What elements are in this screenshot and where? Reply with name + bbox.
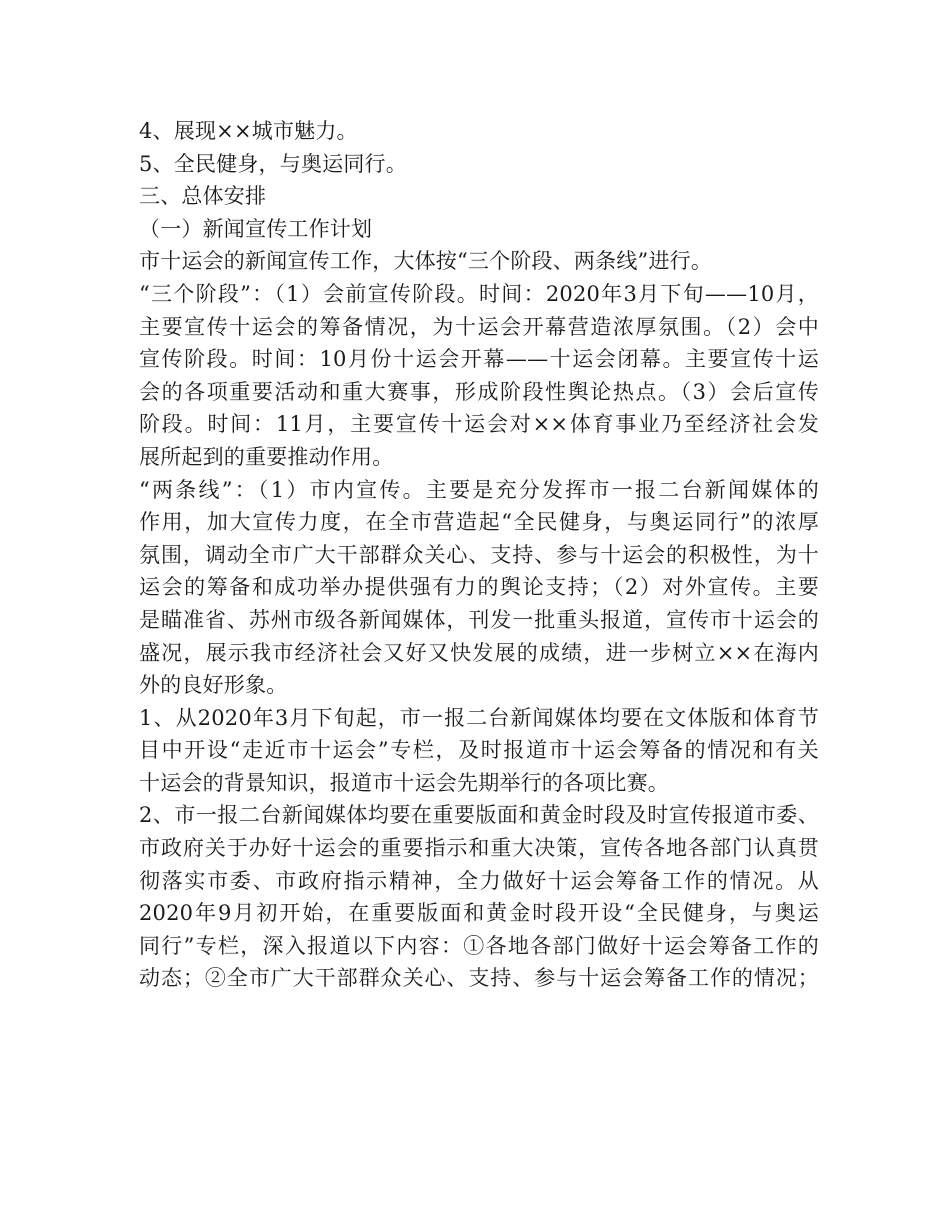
text-line: 目中开设“走近市十运会”专栏，及时报道市十运会筹备的情况和有关 [139,738,819,763]
text-line: 2020年9月初开始，在重要版面和黄金时段开设“全民健身，与奥运 [139,901,819,926]
text-line: 十运会的背景知识，报道市十运会先期举行的各项比赛。 [139,770,669,795]
text-line: 三、总体安排 [139,184,267,209]
text-line: “三个阶段”：（1）会前宣传阶段。时间：2020年3月下旬——10月， [139,281,819,306]
text-line: 2、市一报二台新闻媒体均要在重要版面和黄金时段及时宣传报道市委、 [139,803,819,828]
text-line: 作用，加大宣传力度，在全市营造起“全民健身，与奥运同行”的浓厚 [139,510,819,535]
text-line: 彻落实市委、市政府指示精神，全力做好十运会筹备工作的情况。从 [139,868,819,893]
text-line: “两条线”：（1）市内宣传。主要是充分发挥市一报二台新闻媒体的 [139,477,819,502]
text-line: 氛围，调动全市广大干部群众关心、支持、参与十运会的积极性，为十 [139,542,819,567]
text-line: 动态；②全市广大干部群众关心、支持、参与十运会筹备工作的情况； [139,966,819,991]
text-line: 展所起到的重要推动作用。 [139,444,394,469]
text-line: 是瞄准省、苏州市级各新闻媒体，刊发一批重头报道，宣传市十运会的 [139,607,819,632]
text-line: 5、全民健身，与奥运同行。 [139,151,407,176]
text-line: 1、从2020年3月下旬起，市一报二台新闻媒体均要在文体版和体育节 [139,705,819,730]
text-line: （一）新闻宣传工作计划 [139,216,373,241]
text-line: 运会的筹备和成功举办提供强有力的舆论支持；（2）对外宣传。主要 [139,575,819,600]
text-line: 宣传阶段。时间：10月份十运会开幕——十运会闭幕。主要宣传十运 [139,347,819,372]
text-line: 会的各项重要活动和重大赛事，形成阶段性舆论热点。（3）会后宣传 [139,379,819,404]
document-body [139,115,819,995]
text-line: 主要宣传十运会的筹备情况，为十运会开幕营造浓厚氛围。（2）会中 [139,314,819,339]
text-line: 市政府关于办好十运会的重要指示和重大决策，宣传各地各部门认真贯 [139,836,819,861]
text-line: 阶段。时间：11月，主要宣传十运会对××体育事业乃至经济社会发 [139,412,819,437]
text-line: 4、展现××城市魅力。 [139,119,358,143]
text-line: 盛况，展示我市经济社会又好又快发展的成绩，进一步树立××在海内 [139,640,819,665]
text-line: 同行”专栏，深入报道以下内容：①各地各部门做好十运会筹备工作的 [139,933,819,958]
text-line: 市十运会的新闻宣传工作，大体按“三个阶段、两条线”进行。 [139,249,713,274]
text-line: 外的良好形象。 [139,673,288,698]
